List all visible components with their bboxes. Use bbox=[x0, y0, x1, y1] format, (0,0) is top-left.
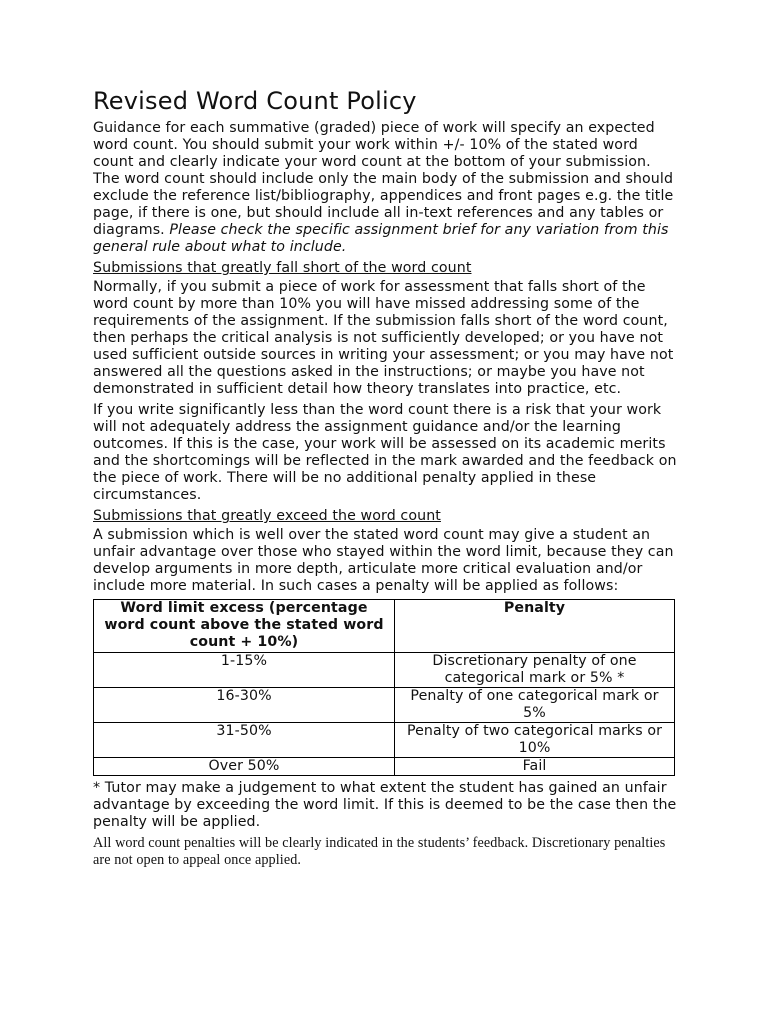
table-cell-penalty: Fail bbox=[395, 758, 675, 776]
table-header-penalty: Penalty bbox=[395, 600, 675, 653]
table-cell-penalty: Penalty of two categorical marks or 10% bbox=[395, 723, 675, 758]
page-title: Revised Word Count Policy bbox=[93, 87, 417, 115]
table-cell-excess: Over 50% bbox=[94, 758, 395, 776]
short-section-paragraph-1: Normally, if you submit a piece of work for assessment that falls short of the word count by more than 10% you will have missed addressing some of the requirements of the assignment. If the submission falls short of the word count, then perhaps the critical analysis is not sufficiently developed; or you have not used sufficient outside sources in writing your assessment; or you may have not answered all the questions asked in the instructions; or maybe you have not demonstrated in sufficient detail how theory translates into practice, etc. bbox=[93, 279, 674, 397]
exceed-section-paragraph: A submission which is well over the stated word count may give a student an unfair advantage over those who stayed within the word limit, because they can develop arguments in more depth, articulate more critical evaluation and/or include more material. In such cases a penalty will be applied as follows: bbox=[93, 527, 674, 594]
table-cell-excess: 31-50% bbox=[94, 723, 395, 758]
intro-text: Guidance for each summative (graded) piece of work will specify an expected word count. You should submit your work within +/- 10% of the stated word count and clearly indicate your word count at the bottom of your submission. The word count should include only the main body of the submission and should exclude the reference list/bibliography, appendices and front pages e.g. the title page, if there is one, but should include all in-text references and any tables or diagrams. bbox=[93, 120, 674, 238]
table-cell-excess: 1-15% bbox=[94, 653, 395, 688]
exceed-section-heading: Submissions that greatly exceed the word count bbox=[93, 508, 441, 524]
table-cell-penalty: Discretionary penalty of one categorical mark or 5% * bbox=[395, 653, 675, 688]
final-note: All word count penalties will be clearly indicated in the students’ feedback. Discretionary penalties are not open to appeal once applied. bbox=[93, 835, 666, 868]
intro-italic-note: Please check the specific assignment brief for any variation from this general rule about what to include. bbox=[93, 222, 669, 255]
table-row bbox=[94, 758, 675, 776]
document-page bbox=[93, 86, 678, 872]
table-row bbox=[94, 653, 675, 688]
footnote: * Tutor may make a judgement to what extent the student has gained an unfair advantage by exceeding the word limit. If this is deemed to be the case then the penalty will be applied. bbox=[93, 780, 677, 830]
penalty-table bbox=[93, 599, 675, 776]
short-section-heading: Submissions that greatly fall short of the word count bbox=[93, 260, 472, 276]
table-row bbox=[94, 688, 675, 723]
short-section-paragraph-2: If you write significantly less than the word count there is a risk that your work will not adequately address the assignment guidance and/or the learning outcomes. If this is the case, your work will be assessed on its academic merits and the shortcomings will be reflected in the mark awarded and the feedback on the piece of work. There will be no additional penalty applied in these circumstances. bbox=[93, 402, 677, 503]
table-header-row bbox=[94, 600, 675, 653]
intro-paragraph bbox=[93, 120, 678, 256]
table-row bbox=[94, 723, 675, 758]
table-cell-excess: 16-30% bbox=[94, 688, 395, 723]
table-cell-penalty: Penalty of one categorical mark or 5% bbox=[395, 688, 675, 723]
table-header-excess: Word limit excess (percentage word count above the stated word count + 10%) bbox=[94, 600, 395, 653]
